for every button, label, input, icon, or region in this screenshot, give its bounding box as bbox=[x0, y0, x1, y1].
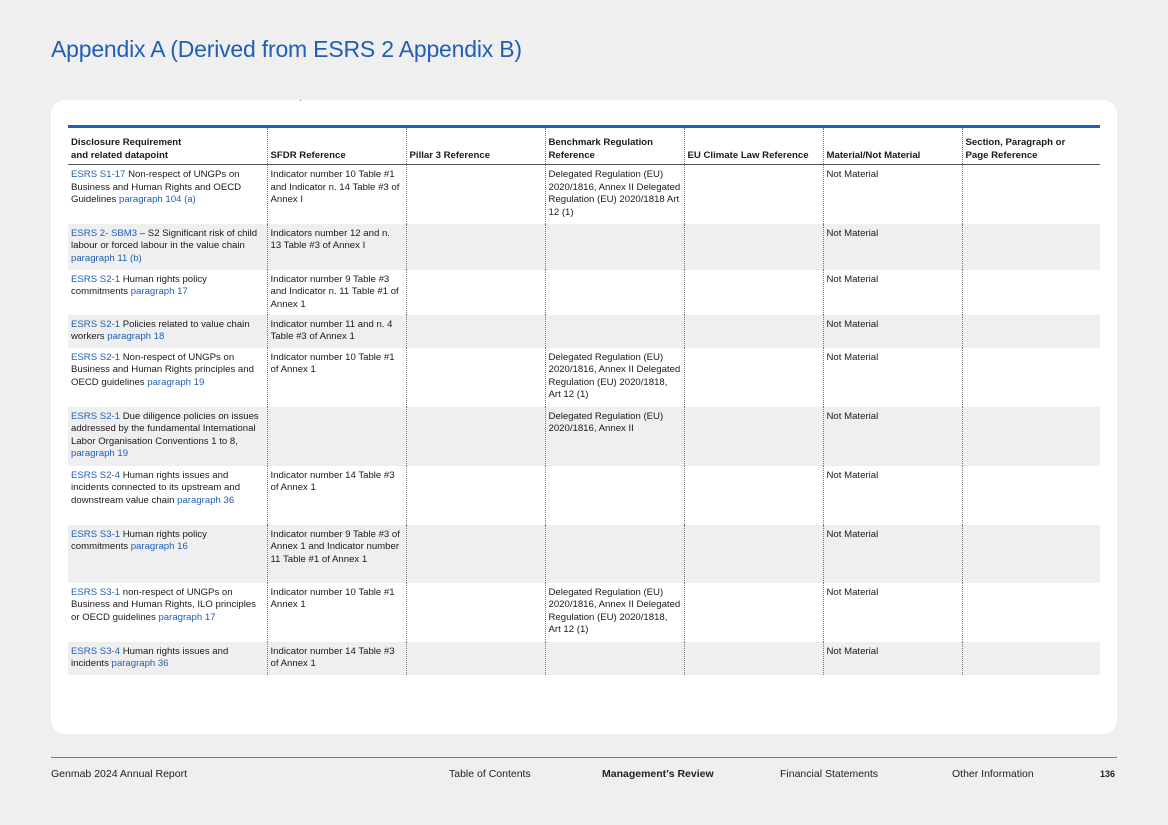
esrs-reference-link[interactable]: paragraph 36 bbox=[177, 494, 235, 506]
cell-benchmark-reference: Delegated Regulation (EU) 2020/1816, Annex II Delegated Regulation (EU) 2020/1818 Art 12 (1) bbox=[545, 165, 684, 224]
cell-benchmark-reference bbox=[545, 270, 684, 315]
cell-sfdr-reference: Indicator number 10 Table #1 of Annex 1 bbox=[267, 348, 406, 407]
cell-disclosure-requirement bbox=[68, 525, 267, 583]
header-benchmark-regulation bbox=[545, 127, 684, 165]
cell-material-status: Not Material bbox=[823, 583, 962, 642]
esrs-reference-link[interactable]: ESRS S2-1 bbox=[71, 318, 121, 330]
esrs-reference-link[interactable]: paragraph 19 bbox=[147, 376, 205, 388]
header-pillar3-reference bbox=[406, 127, 545, 165]
header-sfdr-reference bbox=[267, 127, 406, 165]
esrs-reference-link[interactable]: paragraph 11 (b) bbox=[71, 252, 142, 264]
cell-material-status: Not Material bbox=[823, 466, 962, 525]
cell-section-reference bbox=[962, 466, 1100, 525]
cell-pillar3-reference bbox=[406, 270, 545, 315]
appendix-table bbox=[68, 125, 1100, 675]
esrs-reference-link[interactable]: ESRS S1-17 bbox=[71, 169, 126, 180]
header-text-line: Material/Not Material bbox=[826, 149, 921, 161]
cell-disclosure-requirement bbox=[68, 466, 267, 525]
cell-sfdr-reference: Indicator number 10 Table #1 Annex 1 bbox=[267, 583, 406, 642]
cell-climate-law-reference bbox=[684, 348, 823, 407]
datapoint-text: non-respect of UNGPs on Business and Human Rights, ILO principles or OECD guidelines bbox=[71, 586, 257, 623]
cell-climate-law-reference bbox=[684, 165, 823, 224]
header-text-line: Reference bbox=[548, 149, 595, 161]
cell-material-status: Not Material bbox=[823, 525, 962, 583]
esrs-reference-link[interactable]: paragraph 18 bbox=[107, 331, 165, 342]
esrs-reference-link[interactable]: ESRS S3-4 bbox=[71, 645, 121, 657]
cell-disclosure-requirement bbox=[68, 165, 267, 224]
cell-pillar3-reference bbox=[406, 525, 545, 583]
cell-pillar3-reference bbox=[406, 348, 545, 407]
datapoint-text: Due diligence policies on issues addressed by the fundamental International Labor Organisation Conventions 1 to 8, bbox=[71, 410, 259, 447]
datapoint-text: Non-respect of UNGPs on Business and Human Rights principles and OECD guidelines bbox=[71, 351, 254, 388]
cell-material-status: Not Material bbox=[823, 224, 962, 270]
cell-section-reference bbox=[962, 270, 1100, 315]
cell-material-status: Not Material bbox=[823, 642, 962, 675]
cell-sfdr-reference bbox=[267, 407, 406, 466]
esrs-reference-link[interactable]: ESRS S2-4 bbox=[71, 469, 121, 481]
header-text-line: Page Reference bbox=[965, 149, 1038, 161]
esrs-reference-link[interactable]: ESRS S2-1 bbox=[71, 410, 121, 422]
table-row bbox=[68, 583, 1100, 642]
cell-pillar3-reference bbox=[406, 407, 545, 466]
esrs-reference-link[interactable]: paragraph 19 bbox=[71, 448, 129, 459]
cell-sfdr-reference: Indicators number 12 and n. 13 Table #3 of Annex I bbox=[267, 224, 406, 270]
cell-climate-law-reference bbox=[684, 315, 823, 348]
header-eu-climate-law bbox=[684, 127, 823, 165]
cell-benchmark-reference: Delegated Regulation (EU) 2020/1816, Annex II Delegated Regulation (EU) 2020/1818, Art 12 (1) bbox=[545, 583, 684, 642]
table-body bbox=[68, 165, 1100, 675]
footer-divider bbox=[51, 757, 1117, 758]
header-text-line: SFDR Reference bbox=[270, 149, 346, 161]
header-text-line: Section, Paragraph or bbox=[965, 137, 1066, 148]
header-text-line: Disclosure Requirement bbox=[71, 137, 182, 148]
footer-report-title: Genmab 2024 Annual Report bbox=[51, 768, 188, 780]
cell-benchmark-reference: Delegated Regulation (EU) 2020/1816, Annex II bbox=[545, 407, 684, 466]
esrs-reference-link[interactable]: ESRS S2-1 bbox=[71, 351, 121, 363]
table-row bbox=[68, 407, 1100, 466]
cell-disclosure-requirement bbox=[68, 407, 267, 466]
esrs-reference-link[interactable]: ESRS 2- SBM3 bbox=[71, 227, 138, 239]
esrs-reference-link[interactable]: paragraph 17 bbox=[158, 611, 216, 623]
datapoint-text: Human rights policy commitments bbox=[71, 273, 207, 297]
datapoint-text: – S2 Significant risk of child labour or forced labour in the value chain bbox=[71, 227, 258, 251]
cell-pillar3-reference bbox=[406, 315, 545, 348]
table-row bbox=[68, 348, 1100, 407]
header-text-line: EU Climate Law Reference bbox=[687, 149, 809, 161]
esrs-reference-link[interactable]: ESRS S3-1 bbox=[71, 586, 121, 598]
cell-section-reference bbox=[962, 642, 1100, 675]
cell-pillar3-reference bbox=[406, 642, 545, 675]
cell-climate-law-reference bbox=[684, 224, 823, 270]
esrs-reference-link[interactable]: ESRS S3-1 bbox=[71, 528, 121, 540]
page-title: Appendix A (Derived from ESRS 2 Appendix B) bbox=[51, 36, 522, 62]
footer-link-managements-review[interactable]: Management’s Review bbox=[602, 768, 714, 780]
esrs-reference-link[interactable]: ESRS S2-1 bbox=[71, 273, 121, 285]
cell-sfdr-reference: Indicator number 11 and n. 4 Table #3 of Annex 1 bbox=[267, 315, 406, 348]
cell-benchmark-reference bbox=[545, 642, 684, 675]
page-number: 136 bbox=[1100, 769, 1116, 779]
cell-section-reference bbox=[962, 348, 1100, 407]
cell-pillar3-reference bbox=[406, 224, 545, 270]
cell-climate-law-reference bbox=[684, 642, 823, 675]
cell-section-reference bbox=[962, 315, 1100, 348]
cell-material-status: Not Material bbox=[823, 270, 962, 315]
cell-disclosure-requirement bbox=[68, 642, 267, 675]
table-row bbox=[68, 165, 1100, 224]
cell-section-reference bbox=[962, 224, 1100, 270]
cell-benchmark-reference: Delegated Regulation (EU) 2020/1816, Annex II Delegated Regulation (EU) 2020/1818, Art 12 (1) bbox=[545, 348, 684, 407]
cell-climate-law-reference bbox=[684, 583, 823, 642]
cell-disclosure-requirement bbox=[68, 348, 267, 407]
cell-benchmark-reference bbox=[545, 525, 684, 583]
cell-pillar3-reference bbox=[406, 583, 545, 642]
footer-link-financial-statements[interactable]: Financial Statements bbox=[780, 768, 879, 780]
cell-section-reference bbox=[962, 407, 1100, 466]
header-section-reference bbox=[962, 127, 1100, 165]
esrs-reference-link[interactable]: paragraph 16 bbox=[130, 541, 188, 552]
table-row bbox=[68, 315, 1100, 348]
esrs-reference-link[interactable]: paragraph 36 bbox=[111, 658, 169, 669]
datapoint-text: Policies related to value chain workers bbox=[71, 318, 250, 342]
cell-climate-law-reference bbox=[684, 407, 823, 466]
cell-sfdr-reference: Indicator number 14 Table #3 of Annex 1 bbox=[267, 642, 406, 675]
header-disclosure-requirement bbox=[68, 127, 267, 165]
table-row bbox=[68, 642, 1100, 675]
cell-section-reference bbox=[962, 583, 1100, 642]
stray-dot bbox=[300, 100, 301, 101]
header-text-line: and related datapoint bbox=[71, 149, 169, 161]
footer-link-other-information[interactable]: Other Information bbox=[952, 768, 1034, 780]
esrs-reference-link[interactable]: paragraph 17 bbox=[130, 286, 188, 297]
table-row bbox=[68, 466, 1100, 525]
datapoint-text: Human rights issues and incidents bbox=[71, 645, 229, 669]
cell-benchmark-reference bbox=[545, 466, 684, 525]
cell-material-status: Not Material bbox=[823, 165, 962, 224]
cell-disclosure-requirement bbox=[68, 315, 267, 348]
cell-climate-law-reference bbox=[684, 270, 823, 315]
cell-disclosure-requirement bbox=[68, 583, 267, 642]
cell-benchmark-reference bbox=[545, 315, 684, 348]
cell-section-reference bbox=[962, 525, 1100, 583]
cell-material-status: Not Material bbox=[823, 348, 962, 407]
cell-sfdr-reference: Indicator number 14 Table #3 of Annex 1 bbox=[267, 466, 406, 525]
cell-pillar3-reference bbox=[406, 165, 545, 224]
cell-section-reference bbox=[962, 165, 1100, 224]
header-text-line: Benchmark Regulation bbox=[548, 137, 653, 148]
cell-climate-law-reference bbox=[684, 466, 823, 525]
footer-link-table-of-contents[interactable]: Table of Contents bbox=[449, 768, 531, 780]
table-header-row bbox=[68, 127, 1100, 165]
cell-sfdr-reference: Indicator number 9 Table #3 and Indicator n. 11 Table #1 of Annex 1 bbox=[267, 270, 406, 315]
cell-benchmark-reference bbox=[545, 224, 684, 270]
cell-pillar3-reference bbox=[406, 466, 545, 525]
table-row bbox=[68, 224, 1100, 270]
cell-sfdr-reference: Indicator number 10 Table #1 and Indicator n. 14 Table #3 of Annex I bbox=[267, 165, 406, 224]
table-row bbox=[68, 270, 1100, 315]
cell-material-status: Not Material bbox=[823, 315, 962, 348]
datapoint-text: Non-respect of UNGPs on Business and Human Rights and OECD Guidelines bbox=[71, 169, 242, 205]
header-text-line: Pillar 3 Reference bbox=[409, 149, 491, 161]
cell-material-status: Not Material bbox=[823, 407, 962, 466]
cell-climate-law-reference bbox=[684, 525, 823, 583]
esrs-reference-link[interactable]: paragraph 104 (a) bbox=[119, 194, 196, 205]
datapoint-text: Human rights policy commitments bbox=[71, 528, 207, 552]
cell-disclosure-requirement bbox=[68, 270, 267, 315]
cell-sfdr-reference: Indicator number 9 Table #3 of Annex 1 and Indicator number 11 Table #1 of Annex 1 bbox=[267, 525, 406, 583]
header-material bbox=[823, 127, 962, 165]
cell-disclosure-requirement bbox=[68, 224, 267, 270]
datapoint-text: Human rights issues and incidents connected to its upstream and downstream value chain bbox=[71, 469, 241, 506]
table-row bbox=[68, 525, 1100, 583]
